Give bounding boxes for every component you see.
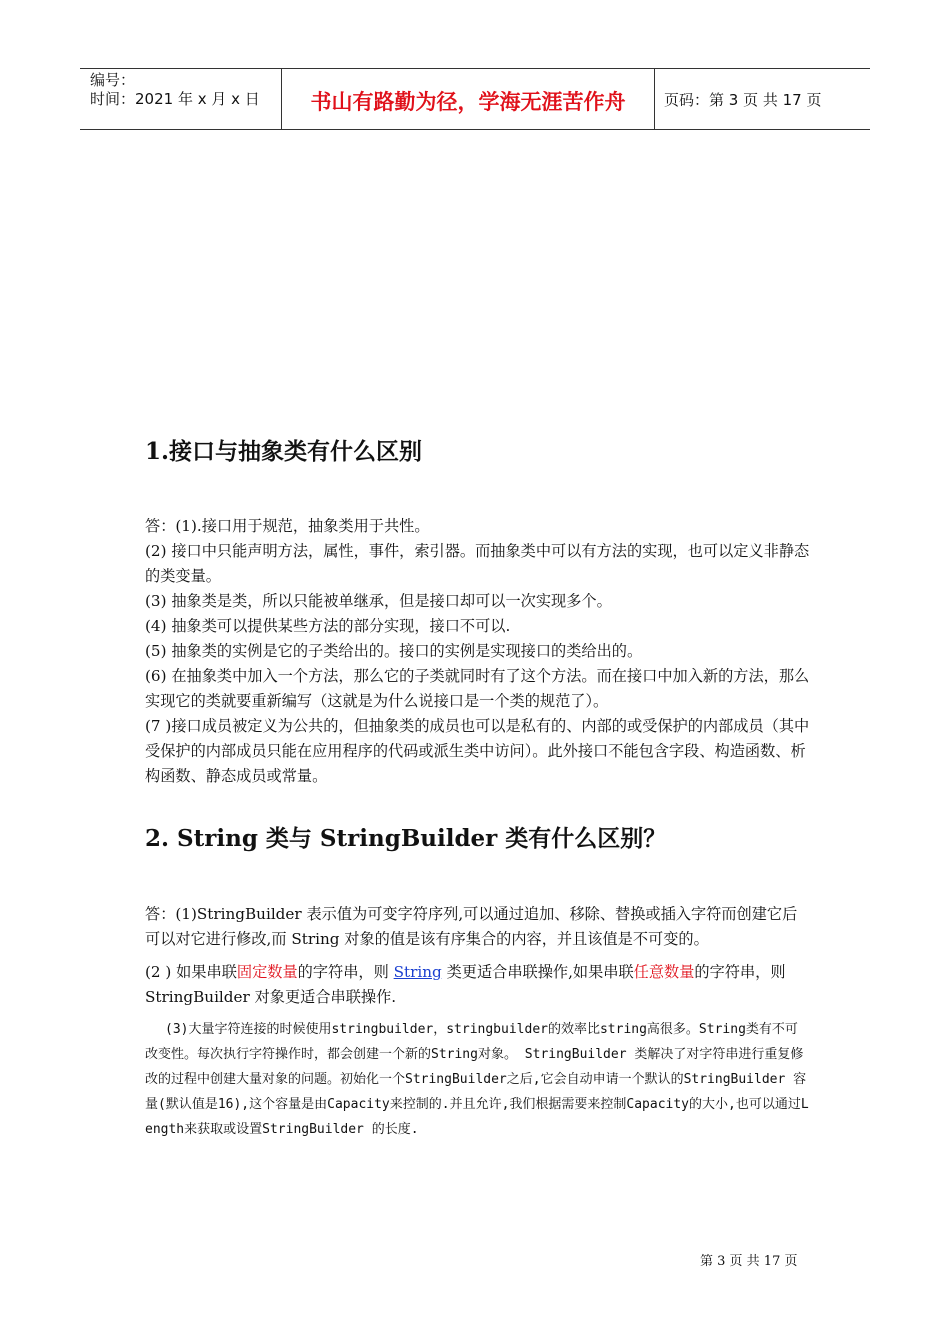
section2-item3: (3)大量字符连接的时候使用stringbuilder，stringbuilder的效率比string高很多。String类有不可改变性。每次执行字符操作时，都会创建一个新的String对象。 StringBuilder 类解决了对字符串进行重复修改的过程中创建大量对象的问题。初始化一个StringBuilder之后,它会自动申请一个默认的StringBuilder 容量(默认值是16),这个容量是由Capacity来控制的.并且允许,我们根据需要来控制Capacity的大小,也可以通过Length来获取或设置StringBuilder 的长度. bbox=[145, 1022, 809, 1137]
page-footer: 第 3 页 共 17 页 bbox=[700, 1254, 798, 1269]
header-page-number: 页码：第 3 页 共 17 页 bbox=[664, 91, 822, 109]
header-number: 编号： bbox=[90, 71, 136, 89]
page-header bbox=[80, 68, 870, 130]
highlight-any-count: 任意数量 bbox=[633, 963, 695, 981]
answer-item: (7 )接口成员被定义为公共的，但抽象类的成员也可以是私有的、内部的或受保护的内部成员（其中受保护的内部成员只能在应用程序的代码或派生类中访问）。此外接口不能包含字段、构造函数、析构函数、静态成员或常量。 bbox=[145, 717, 810, 785]
section1-body bbox=[145, 514, 810, 789]
section2-item1: 答：(1)StringBuilder 表示值为可变字符序列,可以通过追加、移除、替换或插入字符而创建它后可以对它进行修改,而 String 对象的值是该有序集合的内容，并且该值是不可变的。 bbox=[145, 905, 798, 948]
header-divider bbox=[654, 69, 655, 129]
section2-item2: (2 ) 如果串联固定数量的字符串，则 String 类更适合串联操作,如果串联任意数量的字符串，则 StringBuilder 对象更适合串联操作. bbox=[145, 963, 786, 1006]
answer-item: (6) 在抽象类中加入一个方法，那么它的子类就同时有了这个方法。而在接口中加入新的方法，那么实现它的类就要重新编写（这就是为什么说接口是一个类的规范了）。 bbox=[145, 667, 810, 710]
section1-title: 1.接口与抽象类有什么区别 bbox=[145, 438, 423, 465]
section2-title: 2. String 类与 StringBuilder 类有什么区别？ bbox=[145, 825, 667, 852]
header-meta bbox=[90, 71, 260, 109]
highlight-fixed-count: 固定数量 bbox=[236, 963, 298, 981]
answer-item: (5) 抽象类的实例是它的子类给出的。接口的实例是实现接口的类给出的。 bbox=[145, 642, 643, 660]
answer-item: 答：(1).接口用于规范，抽象类用于共性。 bbox=[145, 517, 430, 535]
answer-item: (2) 接口中只能声明方法，属性，事件，索引器。而抽象类中可以有方法的实现，也可以定义非静态的类变量。 bbox=[145, 542, 810, 585]
string-link[interactable]: String bbox=[393, 963, 442, 981]
header-time: 时间：2021 年 x 月 x 日 bbox=[90, 90, 260, 108]
header-motto: 书山有路勤为径，学海无涯苦作舟 bbox=[310, 90, 626, 114]
answer-item: (3) 抽象类是类，所以只能被单继承，但是接口却可以一次实现多个。 bbox=[145, 592, 612, 610]
answer-item: (4) 抽象类可以提供某些方法的部分实现，接口不可以. bbox=[145, 617, 511, 635]
